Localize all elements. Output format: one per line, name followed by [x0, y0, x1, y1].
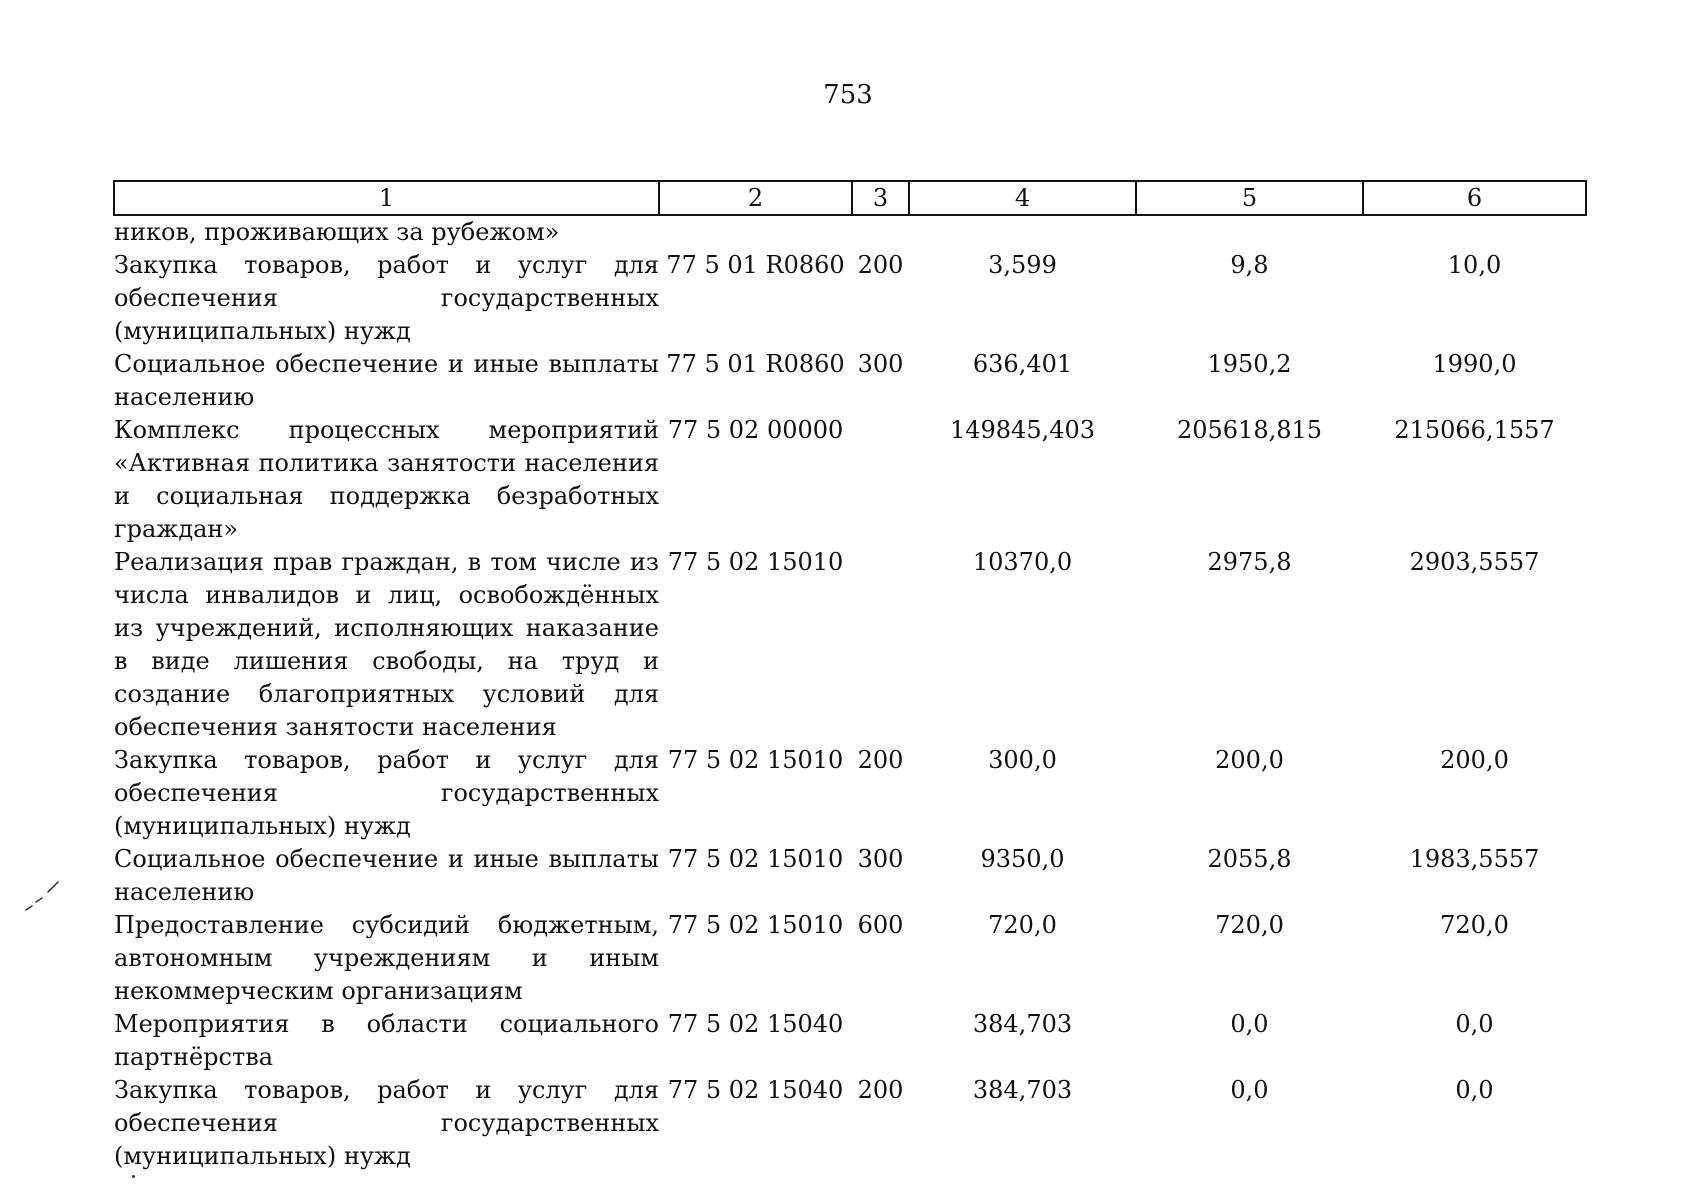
row-value-5: 0,0: [1230, 1010, 1269, 1038]
table-row: [114, 1074, 1586, 1173]
column-header-5: 5: [1136, 181, 1363, 215]
row-description: Социальное обеспечение и иные выплаты населению: [114, 845, 659, 906]
row-value-6: 200,0: [1440, 746, 1509, 774]
row-code: 77 5 02 00000: [667, 416, 844, 444]
row-value-4: 10370,0: [972, 548, 1073, 576]
row-code: 77 5 02 15040: [667, 1010, 844, 1038]
row-value-5: 9,8: [1230, 251, 1269, 279]
row-value-5: 2975,8: [1207, 548, 1292, 576]
row-description: Реализация прав граждан, в том числе из числа инвалидов и лиц, освобождённых из учреждений, исполняющих наказание в виде лишения свободы, на труд и создание благоприятных условий для обеспечения занятости населения: [114, 548, 659, 741]
column-header-1: 1: [114, 181, 659, 215]
table-row: [114, 744, 1586, 843]
row-expense-type: 300: [857, 350, 904, 378]
row-description: Закупка товаров, работ и услуг для обеспечения государственных (муниципальных) нужд: [114, 251, 659, 345]
row-description: Закупка товаров, работ и услуг для обеспечения государственных (муниципальных) нужд: [114, 746, 659, 840]
row-value-5: 205618,815: [1176, 416, 1323, 444]
scan-dot: [132, 1175, 135, 1178]
row-value-6: 0,0: [1455, 1010, 1494, 1038]
budget-table: [113, 180, 1587, 1173]
row-value-5: 2055,8: [1207, 845, 1292, 873]
row-value-4: 384,703: [972, 1010, 1073, 1038]
scan-pen-mark: [22, 876, 62, 916]
row-value-5: 1950,2: [1207, 350, 1292, 378]
row-description: Социальное обеспечение и иные выплаты населению: [114, 350, 659, 411]
row-value-6: 1983,5557: [1409, 845, 1540, 873]
row-code: 77 5 02 15010: [667, 548, 844, 576]
row-value-4: 149845,403: [949, 416, 1096, 444]
row-code: 77 5 01 R0860: [666, 251, 845, 279]
row-value-5: 200,0: [1215, 746, 1284, 774]
table-row: [114, 909, 1586, 1008]
row-code: 77 5 01 R0860: [666, 350, 845, 378]
row-value-5: 0,0: [1230, 1076, 1269, 1104]
row-value-4: 3,599: [988, 251, 1057, 279]
table-row: [114, 249, 1586, 348]
row-description: Мероприятия в области социального партнёрства: [114, 1010, 659, 1071]
row-value-4: 384,703: [972, 1076, 1073, 1104]
row-code: 77 5 02 15010: [667, 746, 844, 774]
row-description: Комплекс процессных мероприятий «Активная политика занятости населения и социальная поддержка безработных граждан»: [114, 416, 659, 543]
row-value-4: 300,0: [988, 746, 1057, 774]
row-expense-type: [852, 1008, 909, 1074]
column-header-3: 3: [852, 181, 909, 215]
row-value-4: 9350,0: [980, 845, 1065, 873]
column-header-2: 2: [659, 181, 852, 215]
column-header-4: 4: [909, 181, 1136, 215]
row-expense-type: 600: [857, 911, 904, 939]
row-description: Предоставление субсидий бюджетным, автономным учреждениям и иным некоммерческим организациям: [114, 911, 659, 1005]
table-row: [114, 546, 1586, 744]
row-code: 77 5 02 15010: [667, 911, 844, 939]
table-row: [114, 843, 1586, 909]
row-code: 77 5 02 15010: [667, 845, 844, 873]
row-expense-type: 300: [857, 845, 904, 873]
row-expense-type: 200: [857, 746, 904, 774]
row-value-6: 10,0: [1447, 251, 1502, 279]
row-value-6: 720,0: [1440, 911, 1509, 939]
row-expense-type: 200: [857, 1076, 904, 1104]
row-value-6: 1990,0: [1432, 350, 1517, 378]
header-row: [114, 181, 1586, 215]
row-expense-type: 200: [857, 251, 904, 279]
table-row: [114, 1008, 1586, 1074]
row-value-4: 636,401: [972, 350, 1073, 378]
page-number: 753: [823, 80, 873, 110]
row-expense-type: [852, 414, 909, 546]
table-row: [114, 348, 1586, 414]
row-value-5: 720,0: [1215, 911, 1284, 939]
continuation-row: [114, 215, 1586, 249]
row-code: 77 5 02 15040: [667, 1076, 844, 1104]
row-description: Закупка товаров, работ и услуг для обеспечения государственных (муниципальных) нужд: [114, 1076, 659, 1170]
column-header-6: 6: [1363, 181, 1586, 215]
row-value-6: 215066,1557: [1394, 416, 1555, 444]
table-row: [114, 414, 1586, 546]
continuation-text: ников, проживающих за рубежом»: [114, 218, 560, 246]
row-expense-type: [852, 546, 909, 744]
row-value-6: 0,0: [1455, 1076, 1494, 1104]
row-value-4: 720,0: [988, 911, 1057, 939]
row-value-6: 2903,5557: [1409, 548, 1540, 576]
